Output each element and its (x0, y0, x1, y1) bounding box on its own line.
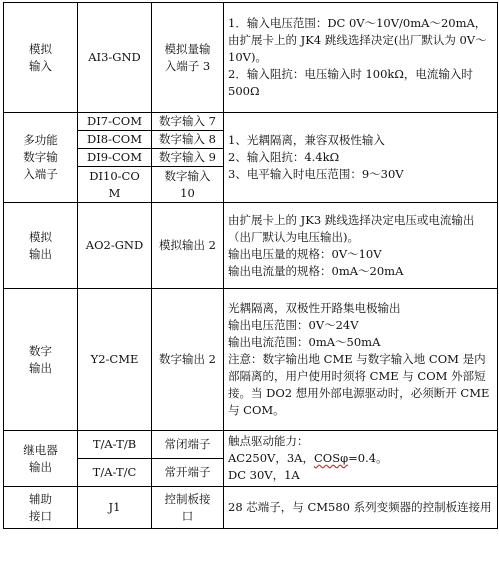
terminal-cell: AO2-GND (78, 203, 152, 289)
description-line: 1．输入电压范围：DC 0V～10V/0mA～20mA，由扩展卡上的 JK4 跳线选择决定(出厂默认为 0V～10V)。 (228, 16, 487, 64)
description-line: 输出电压范围：0V～24V (228, 318, 359, 332)
cos-phi-term: COSφ (313, 451, 349, 465)
terminal-cell: Y2-CME (78, 289, 152, 431)
table-row (4, 113, 498, 131)
description-line: 输出电压量的规格：0V～10V (228, 246, 382, 261)
category-cell: 数字 输出 (4, 289, 78, 431)
description-cell (224, 487, 498, 529)
category-cell: 继电器 输出 (4, 431, 78, 487)
terminal-cell: AI3-GND (78, 3, 152, 113)
description-line: 输出电流量的规格：0mA～20mA (228, 263, 404, 278)
description-cell (224, 431, 498, 487)
description-line: 3、电平输入时电压范围：9～30V (228, 167, 404, 181)
terminal-cell: J1 (78, 487, 152, 529)
description-cell (224, 3, 498, 113)
category-cell: 模拟 输出 (4, 203, 78, 289)
function-cell: 数字输入 10 (152, 167, 224, 203)
description-cell (224, 289, 498, 431)
description-cell (224, 113, 498, 203)
description-line: 输出电流范围：0mA～50mA (228, 335, 381, 349)
function-cell: 常开端子 (152, 459, 224, 487)
terminal-spec-table (3, 2, 498, 529)
category-cell: 辅助 接口 (4, 487, 78, 529)
function-cell: 常闭端子 (152, 431, 224, 459)
terminal-cell: T/A-T/C (78, 459, 152, 487)
description-line: 触点驱动能力： (228, 434, 309, 448)
description-line: 光耦隔离，双极性开路集电极输出 (228, 301, 401, 315)
description-cell (224, 203, 498, 289)
description-line: 28 芯端子，与 CM580 系列变频器的控制板连接用 (228, 500, 492, 514)
function-cell: 数字输入 7 (152, 113, 224, 131)
function-cell: 控制板接 口 (152, 487, 224, 529)
function-cell: 数字输出 2 (152, 289, 224, 431)
terminal-cell: DI10-CO M (78, 167, 152, 203)
function-cell: 模拟输出 2 (152, 203, 224, 289)
function-cell: 数字输入 8 (152, 131, 224, 149)
table-row (4, 289, 498, 431)
table-row (4, 203, 498, 289)
description-line: 1、光耦隔离，兼容双极性输入 (228, 133, 385, 147)
description-line: DC 30V，1A (228, 468, 300, 482)
description-line: 2．输入阻抗：电压输入时 100kΩ，电流输入时 500Ω (228, 67, 473, 98)
terminal-cell: DI7-COM (78, 113, 152, 131)
description-line: 2、输入阻抗：4.4kΩ (228, 150, 340, 164)
table-row (4, 3, 498, 113)
function-cell: 模拟量输 入端子 3 (152, 3, 224, 113)
description-line: 由扩展卡上的 JK3 跳线选择决定电压或电流输出（出厂默认为电压输出)。 (228, 212, 475, 244)
function-cell: 数字输入 9 (152, 149, 224, 167)
category-cell: 模拟 输入 (4, 3, 78, 113)
table-row (4, 431, 498, 459)
table-row (4, 487, 498, 529)
terminal-cell: T/A-T/B (78, 431, 152, 459)
description-line: AC250V，3A，COSφ=0.4。 (228, 451, 388, 465)
terminal-cell: DI8-COM (78, 131, 152, 149)
terminal-cell: DI9-COM (78, 149, 152, 167)
category-cell: 多功能 数字输 入端子 (4, 113, 78, 203)
description-line: 注意：数字输出地 CME 与数字输入地 COM 是内部隔离的，用户使用时须将 CME 与 COM 外部短接。当 DO2 想用外部电源驱动时，必须断开 CME 与 COM。 (228, 352, 490, 417)
